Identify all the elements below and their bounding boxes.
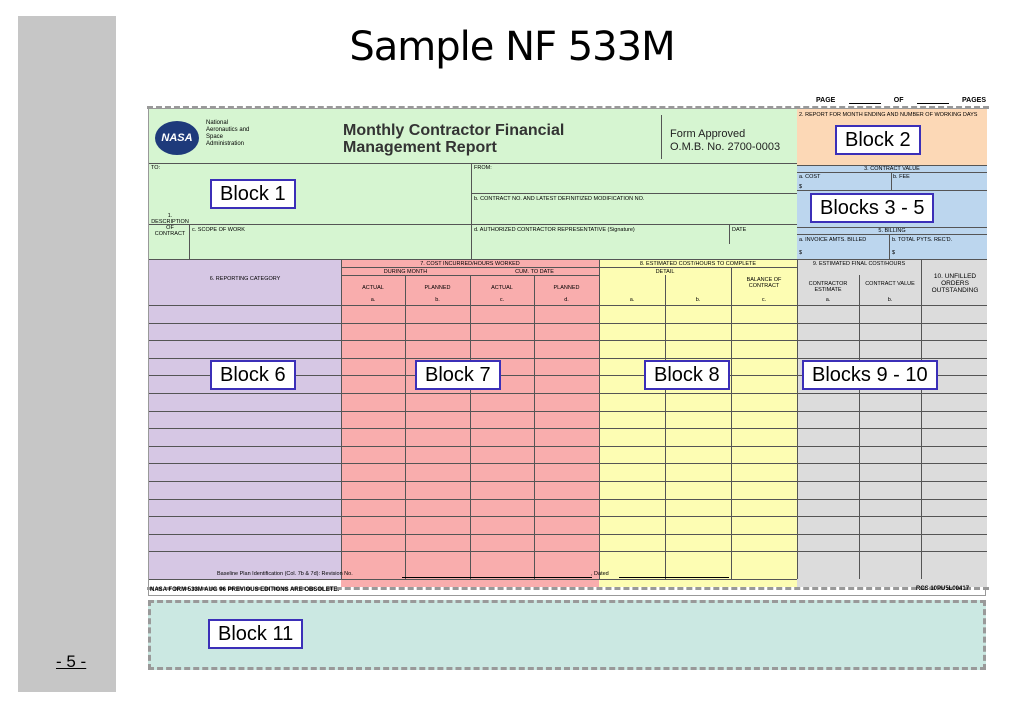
invoice-dollar: $ [799,250,803,256]
slide-sidebar [18,16,116,692]
block-8-region [599,259,797,587]
actual-a: ACTUAL [362,285,384,291]
of-label: OF [893,97,904,104]
invoice-label: a. INVOICE AMTS. BILLED [799,237,867,243]
block-1-label: Block 1 [210,179,296,209]
total-dollar: $ [892,250,896,256]
block-11-label: Block 11 [208,619,303,649]
billing-label: 5. BILLING [878,228,906,234]
fee-label: b. FEE [893,174,910,180]
form-approval: Form Approved O.M.B. No. 2700-0003 [670,128,781,153]
blocks-3-5-label: Blocks 3 - 5 [810,193,934,223]
block-8-label: Block 8 [644,360,730,390]
unfilled-orders-header: 10. UNFILLED ORDERS OUTSTANDING [931,273,979,294]
pages-label: PAGES [962,97,986,104]
planned-d: PLANNED [553,285,580,291]
report-period-label: 2. REPORT FOR MONTH ENDING AND NUMBER OF WORKING DAYS [799,112,978,118]
from-label: FROM: [474,165,492,171]
total-paid-label: b. TOTAL PYTS. REC'D. [892,237,953,243]
form-page-line [816,97,986,104]
block-6-region [149,259,341,579]
description-label: 1. DESCRIPTION OF CONTRACT [151,213,189,237]
contract-value-header: CONTRACT VALUE [865,281,915,287]
blocks-9-10-label: Blocks 9 - 10 [802,360,938,390]
authorized-label: d. AUTHORIZED CONTRACTOR REPRESENTATIVE (Signature) [474,227,635,233]
during-month-header: DURING MONTH [383,269,428,275]
cost-dollar: $ [799,184,803,190]
slide-title: Sample NF 533M [349,24,675,70]
rcs-number: RCS 10PU5L00417 [916,586,970,592]
nasa-form-533m: NASA National Aeronautics and Space Administration Monthly Contractor Financial Management Report Form Approved O.M.B. No. 2700-0003 TO: FROM: b. CONTRACT NO. AND LATEST DEFINITIZED MODIFICATION NO. 1. DESCRIPTION OF CONTRACT c. SCOPE OF WORK d. AUTHORIZED CONTRACTOR REPRESENTATIVE (Signature) DATE 2. REPORT FOR MONTH ENDING AND NUMBER OF WORKING DAYS 3. CONTRACT VALUE a. COST b. FEE $ 5. BILLING a. INVOICE AMTS. BILLED b. TOTAL PYTS. REC'D. $ $ 6. REPORTING CATEGORY 7. COST INCURRED/HOURS WORKED DURING MONTH CUM. TO DATE ACTUAL PLANNED ACTUAL PLANNED a. b. c. d. 8. ESTIMATED COST/HOURS TO COMPLETE DETAIL BALANCE OF CONTRACT a. b. c. 9. ESTIMATED FINAL COST/HOURS CONTRACTOR ESTIMATE CONTRACT VALUE a. b. 10. UNFILLED ORDERS OUTSTANDING Baseline Plan Identification (Col. 7b & 7d): Revision No. , Dated [148,108,986,596]
blocks-9-10-region [797,259,987,587]
block-6-label: Block 6 [210,360,296,390]
cost-label: a. COST [799,174,821,180]
contract-no-label: b. CONTRACT NO. AND LATEST DEFINITIZED MODIFICATION NO. [474,196,645,202]
est-to-complete-header: 8. ESTIMATED COST/HOURS TO COMPLETE [639,261,757,267]
actual-c: ACTUAL [491,285,513,291]
page-blank [849,97,881,104]
contractor-estimate-header: CONTRACTOR ESTIMATE [808,281,848,293]
detail-header: DETAIL [655,269,675,275]
agency-name: National Aeronautics and Space Administration [206,120,250,147]
est-final-header: 9. ESTIMATED FINAL COST/HOURS [812,261,906,267]
of-blank [917,97,949,104]
date-label: DATE [732,227,747,233]
cum-to-date-header: CUM. TO DATE [515,269,554,275]
cost-incurred-header: 7. COST INCURRED/HOURS WORKED [420,261,520,267]
form-number: NASA FORM 533M AUG 96 PREVIOUS EDITIONS ARE OBSOLETE. [150,587,340,593]
balance-contract-header: BALANCE OF CONTRACT [746,277,782,289]
reporting-category-header: 6. REPORTING CATEGORY [209,276,281,282]
block-7-label: Block 7 [415,360,501,390]
form-title: Monthly Contractor Financial Management Report [343,122,565,156]
scope-label: c. SCOPE OF WORK [192,227,245,233]
page-label: PAGE [816,97,836,104]
contract-value-label: 3. CONTRACT VALUE [864,166,920,172]
to-label: TO: [151,165,161,171]
block-2-label: Block 2 [835,125,921,155]
nasa-logo-icon: NASA [155,121,199,155]
planned-b: PLANNED [424,285,451,291]
slide-page-number: - 5 - [56,652,87,671]
